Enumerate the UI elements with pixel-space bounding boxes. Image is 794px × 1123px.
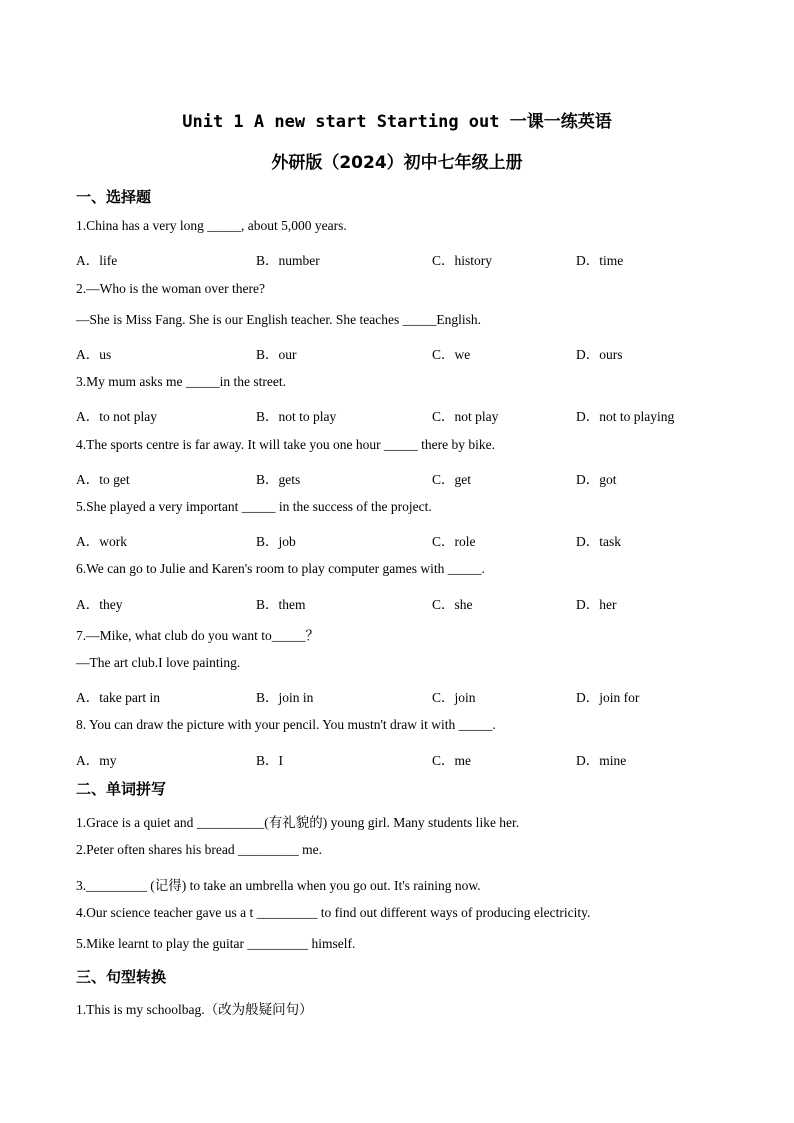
spelling-item-4: 4.Our science teacher gave us a t _________ to find out different ways of producing electricity. [76,905,591,920]
question-3-option-d: D．not to playing [576,409,675,424]
question-5-option-b: B．job [256,534,296,549]
question-3-option-a: A．to not play [76,409,157,424]
question-7-option-d: D．join for [576,690,640,705]
question-6-option-d: D．her [576,597,617,612]
question-4-option-d: D．got [576,472,617,487]
question-8-option-b: B．I [256,753,283,768]
question-1-option-c: C．history [432,253,493,268]
question-3-option-c: C．not play [432,409,499,424]
question-7-option-b: B．join in [256,690,314,705]
question-6-stem: 6.We can go to Julie and Karen's room to play computer games with _____. [76,561,485,576]
question-8-option-d: D．mine [576,753,627,768]
transformation-item-1: 1.This is my schoolbag.（改为般疑问句） [76,1002,313,1017]
question-5-option-c: C．role [432,534,476,549]
document-subtitle: 外研版（2024）初中七年级上册 [271,153,523,173]
question-2-option-c: C．we [432,347,471,362]
question-2-stem-line-2: —She is Miss Fang. She is our English teacher. She teaches _____English. [76,312,481,327]
question-1-stem: 1.China has a very long _____, about 5,000 years. [76,218,347,233]
section-heading-spelling: 二、单词拼写 [76,780,167,798]
question-6-option-a: A．they [76,597,123,612]
question-1-option-b: B．number [256,253,320,268]
section-heading-transformation: 三、句型转换 [76,968,167,986]
question-7-option-c: C．join [432,690,476,705]
question-2-option-b: B．our [256,347,297,362]
question-6-option-b: B．them [256,597,306,612]
question-5-option-d: D．task [576,534,621,549]
question-4-option-a: A．to get [76,472,130,487]
question-7-stem-line-2: —The art club.I love painting. [76,655,241,670]
question-8-option-c: C．me [432,753,471,768]
spelling-item-3: 3._________ (记得) to take an umbrella when you go out. It's raining now. [76,878,481,893]
question-3-stem: 3.My mum asks me _____in the street. [76,374,286,389]
spelling-item-1: 1.Grace is a quiet and __________(有礼貌的) young girl. Many students like her. [76,815,520,830]
question-4-option-b: B．gets [256,472,301,487]
question-2-option-a: A．us [76,347,112,362]
section-heading-choice: 一、选择题 [76,188,152,206]
question-2-option-d: D．ours [576,347,623,362]
question-1-option-a: A．life [76,253,118,268]
question-8-stem: 8. You can draw the picture with your pencil. You mustn't draw it with _____. [76,717,496,732]
question-5-stem: 5.She played a very important _____ in the success of the project. [76,499,432,514]
question-1-option-d: D．time [576,253,624,268]
question-6-option-c: C．she [432,597,473,612]
document-title: Unit 1 A new start Starting out 一课一练英语 [182,112,612,132]
question-4-stem: 4.The sports centre is far away. It will take you one hour _____ there by bike. [76,437,496,452]
question-4-option-c: C．get [432,472,471,487]
spelling-item-5: 5.Mike learnt to play the guitar _________ himself. [76,936,356,951]
question-2-stem: 2.—Who is the woman over there? [76,281,265,296]
question-5-option-a: A．work [76,534,127,549]
question-7-option-a: A．take part in [76,690,160,705]
question-3-option-b: B．not to play [256,409,337,424]
question-8-option-a: A．my [76,753,117,768]
question-7-stem: 7.—Mike, what club do you want to_____？ [76,628,319,643]
spelling-item-2: 2.Peter often shares his bread _________ me. [76,842,322,857]
